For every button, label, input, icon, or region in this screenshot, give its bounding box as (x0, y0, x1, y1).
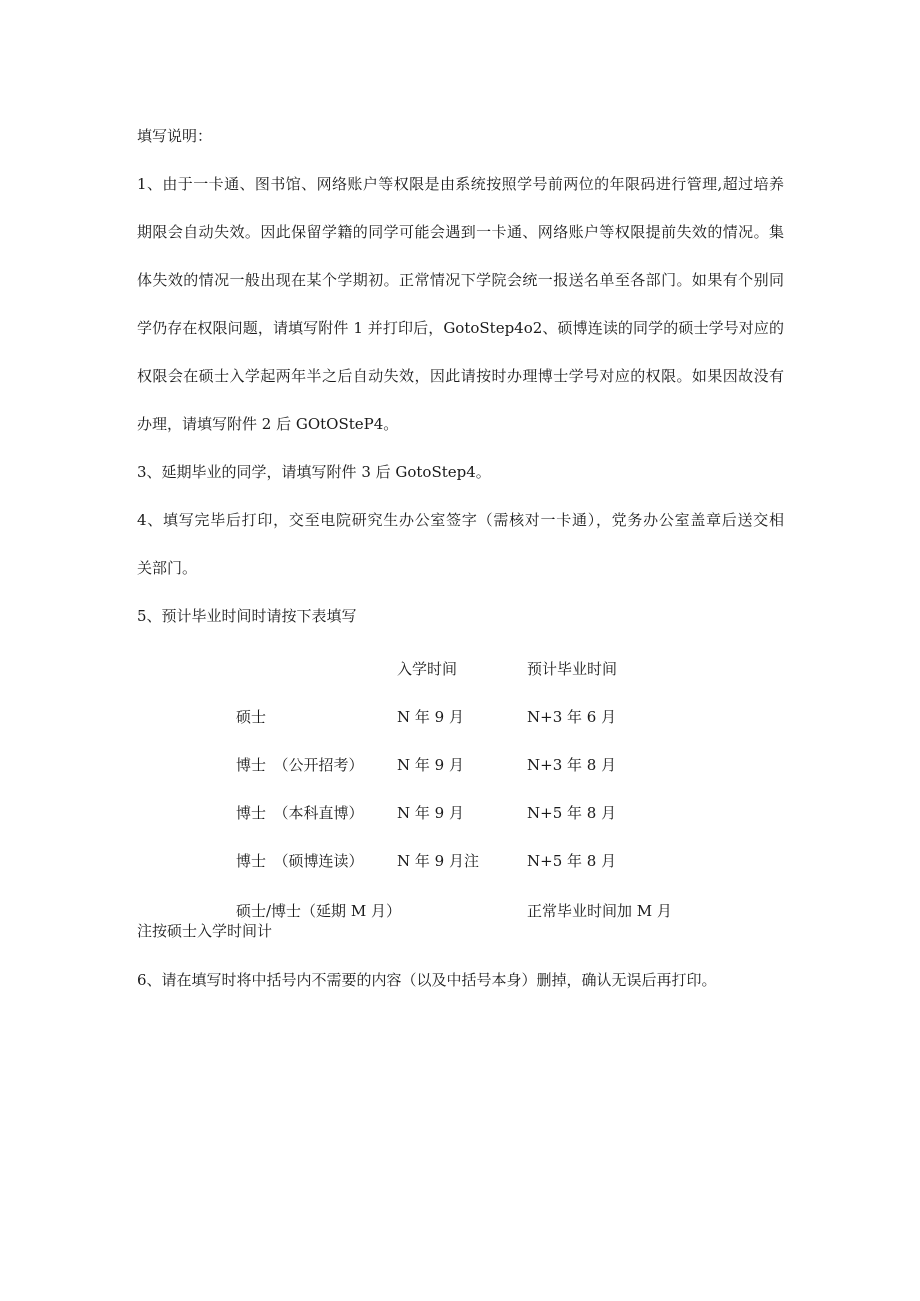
item1-line-1: 1、由于一卡通、图书馆、网络账户等权限是由系统按照学号前两位的年限码进行管理,超过培养 (137, 175, 784, 193)
table-header-enroll: 入学时间 (397, 660, 458, 678)
item1-line-5: 权限会在硕士入学起两年半之后自动失效，因此请按时办理博士学号对应的权限。如果因故没有 (137, 367, 784, 385)
item5-text: 5、预计毕业时间时请按下表填写 (137, 607, 357, 625)
row-graduate: N+3 年 6 月 (527, 708, 617, 726)
item4-line-1: 4、填写完毕后打印，交至电院研究生办公室签字（需核对一卡通），党务办公室盖章后送交相 (137, 511, 784, 529)
row-enroll: N 年 9 月注 (397, 852, 479, 870)
row-enroll: N 年 9 月 (397, 756, 464, 774)
item1-line-2: 期限会自动失效。因此保留学籍的同学可能会遇到一卡通、网络账户等权限提前失效的情况。集 (137, 223, 784, 241)
item4-line-2: 关部门。 (137, 559, 198, 577)
row-type: 硕士 (236, 708, 267, 726)
item1-line-4: 学仍存在权限问题，请填写附件 1 并打印后，GotoStep4o2、硕博连读的同学的硕士学号对应的 (137, 319, 784, 337)
item3-text: 3、延期毕业的同学，请填写附件 3 后 GotoStep4。 (137, 463, 491, 481)
row-type: 硕士/博士（延期 M 月） (236, 902, 401, 920)
item1-line-3: 体失效的情况一般出现在某个学期初。正常情况下学院会统一报送名单至各部门。如果有个别同 (137, 271, 784, 289)
row-graduate: 正常毕业时间加 M 月 (527, 902, 672, 920)
table-header-graduate: 预计毕业时间 (527, 660, 618, 678)
row-type: 博士 （公开招考） (236, 756, 364, 774)
row-type: 博士 （本科直博） (236, 804, 364, 822)
row-graduate: N+5 年 8 月 (527, 804, 617, 822)
row-enroll: N 年 9 月 (397, 804, 464, 822)
item6-text: 6、请在填写时将中括号内不需要的内容（以及中括号本身）删掉，确认无误后再打印。 (137, 971, 717, 989)
row-enroll: N 年 9 月 (397, 708, 464, 726)
row-type: 博士 （硕博连读） (236, 852, 364, 870)
row-graduate: N+3 年 8 月 (527, 756, 617, 774)
item1-line-6: 办理，请填写附件 2 后 GOtOSteP4。 (137, 415, 399, 433)
table-note: 注按硕士入学时间计 (137, 922, 273, 940)
instructions-heading: 填写说明： (137, 127, 213, 145)
row-graduate: N+5 年 8 月 (527, 852, 617, 870)
